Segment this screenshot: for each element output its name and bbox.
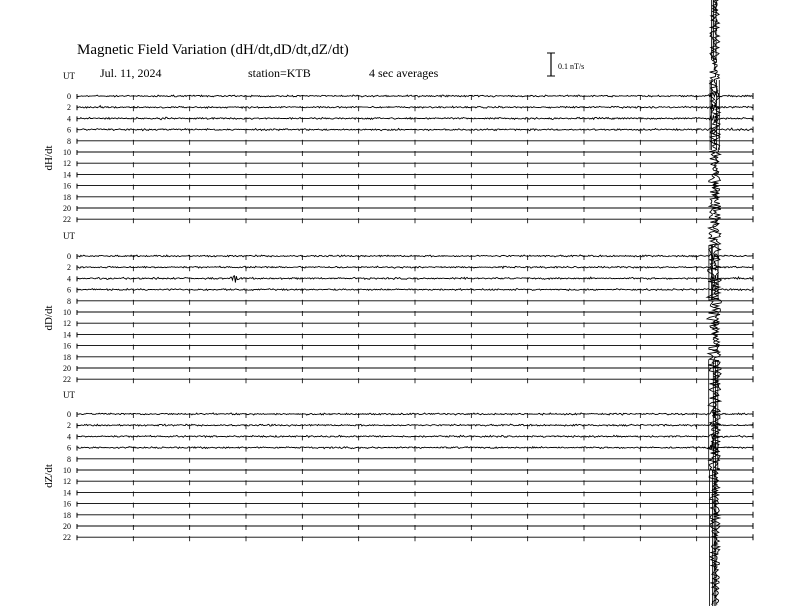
panel-0 (43, 71, 753, 224)
hour-label: 18 (63, 192, 71, 202)
trace-line (77, 93, 753, 98)
hour-label: 6 (67, 125, 71, 135)
hour-label: 12 (63, 159, 71, 169)
ut-label: UT (63, 71, 75, 81)
hour-label: 22 (63, 533, 71, 543)
hour-label: 20 (63, 204, 71, 213)
hour-label: 0 (67, 92, 71, 101)
hour-label: 10 (63, 148, 71, 157)
date-label: Jul. 11, 2024 (100, 66, 162, 80)
hour-label: 18 (63, 510, 71, 520)
hour-label: 16 (63, 341, 71, 351)
hour-label: 14 (63, 170, 71, 180)
hour-label: 6 (67, 443, 71, 453)
hour-label: 20 (63, 522, 71, 531)
hour-label: 18 (63, 352, 71, 362)
hour-label: 4 (67, 274, 71, 284)
hour-label: 22 (63, 375, 71, 385)
hour-label: 0 (67, 410, 71, 419)
panel-axis-label: dD/dt (43, 305, 55, 331)
hour-label: 10 (63, 308, 71, 317)
hour-label: 6 (67, 285, 71, 295)
panel-axis-label: dH/dt (43, 145, 55, 171)
hour-label: 2 (67, 421, 71, 431)
hour-label: 2 (67, 103, 71, 113)
hour-label: 16 (63, 181, 71, 191)
ut-label: UT (63, 390, 75, 400)
hour-label: 8 (67, 454, 71, 464)
hour-label: 16 (63, 499, 71, 509)
hour-label: 20 (63, 364, 71, 373)
hour-label: 22 (63, 215, 71, 225)
panel-axis-label: dZ/dt (43, 464, 55, 488)
hour-label: 4 (67, 432, 71, 442)
hour-label: 12 (63, 319, 71, 329)
scale-bar (547, 53, 584, 76)
averaging-label: 4 sec averages (369, 66, 439, 80)
hour-label: 4 (67, 114, 71, 124)
hour-label: 8 (67, 296, 71, 306)
hour-label: 12 (63, 477, 71, 487)
hour-label: 2 (67, 263, 71, 273)
ut-label: UT (63, 231, 75, 241)
hour-label: 10 (63, 466, 71, 475)
hour-label: 14 (63, 330, 71, 340)
station-label: station=KTB (248, 66, 311, 80)
scale-label: 0.1 nT/s (558, 62, 585, 71)
hour-label: 0 (67, 252, 71, 261)
hour-label: 8 (67, 136, 71, 146)
panel-1 (43, 231, 753, 384)
chart-title: Magnetic Field Variation (dH/dt,dD/dt,dZ/dt) (77, 42, 349, 58)
panel-2 (43, 390, 753, 542)
hour-label: 14 (63, 488, 71, 498)
